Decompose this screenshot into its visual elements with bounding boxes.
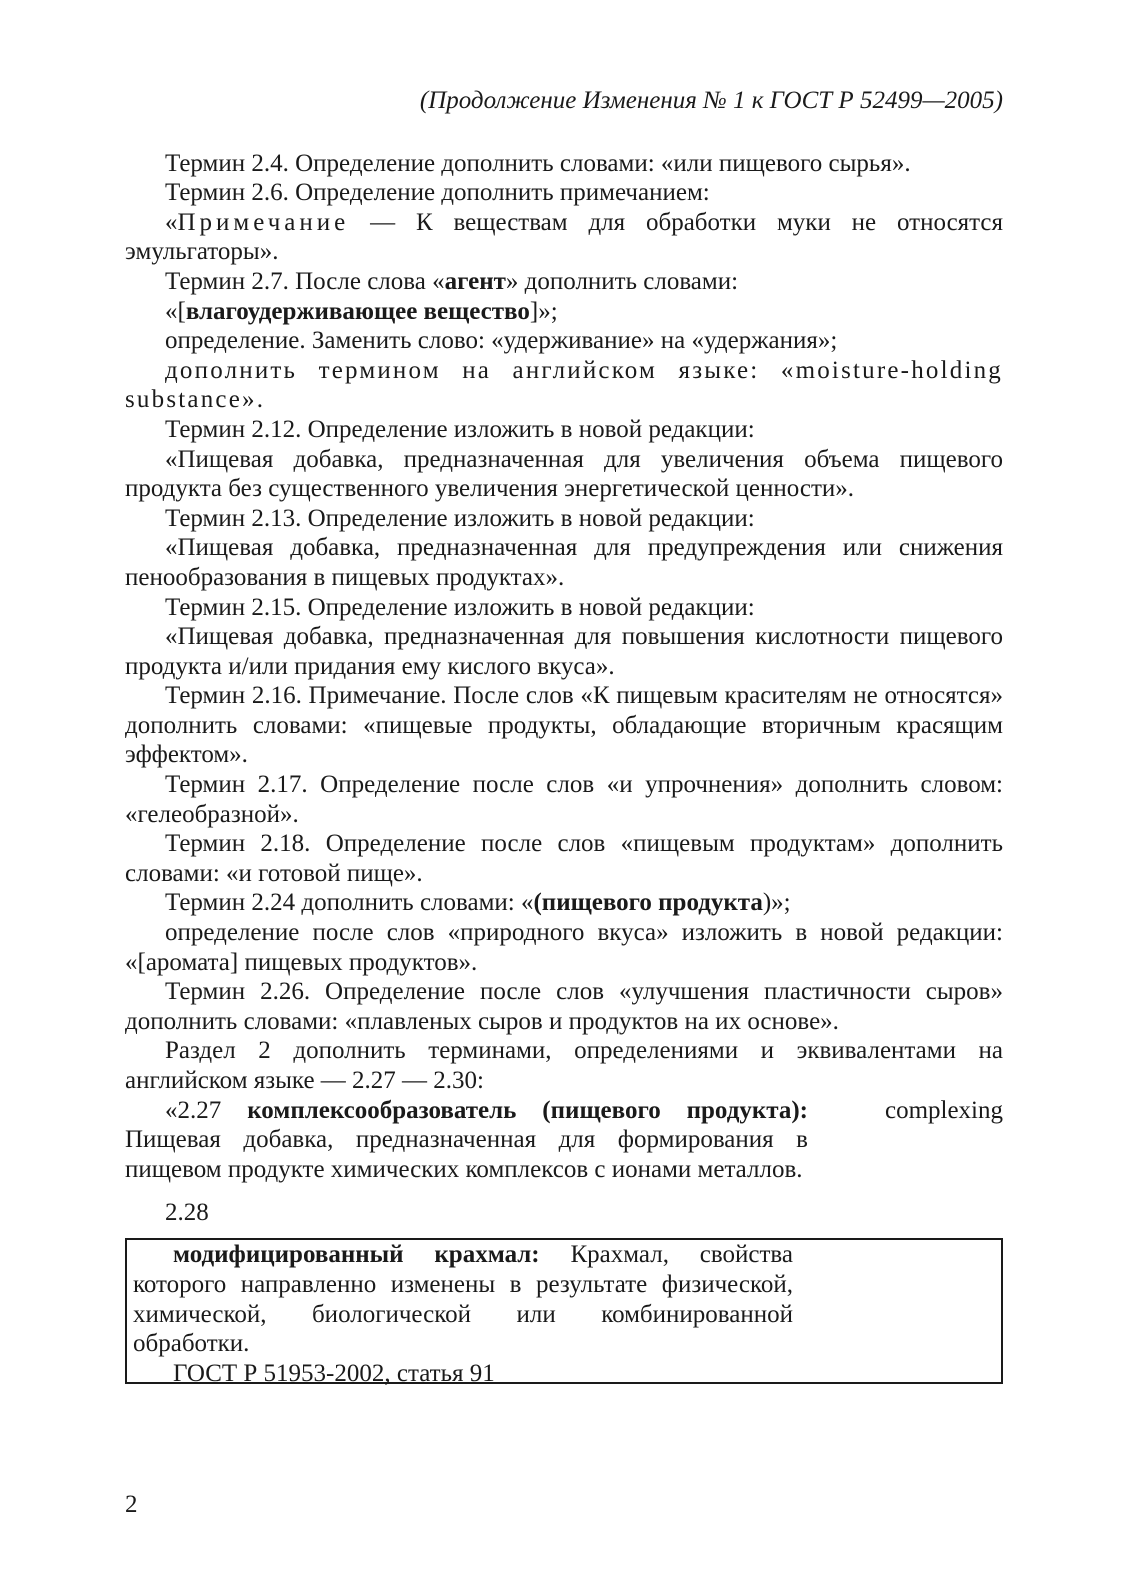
term-2-28-source: ГОСТ Р 51953-2002, статья 91: [173, 1359, 495, 1387]
term-bold: модифицированный крахмал:: [173, 1241, 540, 1269]
page-number: 2: [125, 1491, 138, 1518]
term-2-24-paragraph: Термин 2.24 дополнить словами: «(пищевого продукта)»;: [165, 889, 791, 917]
term-2-27-english: complexing: [884, 1096, 1003, 1124]
term-2-28-text: модифицированный крахмал: Крахмал, свойства которого направленно изменены в результате физической, химической, биологической или комбинированной обработки.: [133, 1241, 793, 1358]
term-2-18-paragraph: Термин 2.18. Определение после слов «пищевым продуктам» дополнить словами: «и готовой пище».: [125, 830, 1003, 887]
term-2-4-paragraph: Термин 2.4. Определение дополнить словами: «или пищевого сырья».: [165, 149, 911, 177]
term-bold: влагоудерживающее вещество: [185, 297, 530, 325]
term-2-6-note: «Примечание — К веществам для обработки муки не относятся эмульгаторы».: [125, 208, 1003, 266]
document-page: [125, 86, 1003, 1387]
term-2-17-paragraph: Термин 2.17. Определение после слов «и упрочнения» дополнить словом: «гелеобразной».: [125, 771, 1003, 828]
note-label: Примечание: [177, 208, 350, 236]
term-2-27-text: «2.27 комплексообразователь (пищевого продукта): Пищевая добавка, предназначенная для формирования в пищевом продукте химических комплексов с ионами металлов.: [125, 1096, 809, 1183]
term-2-7-addition: «[влагоудерживающее вещество]»;: [165, 297, 558, 325]
term-2-13-paragraph: Термин 2.13. Определение изложить в новой редакции:: [165, 504, 755, 532]
term-2-15-definition: «Пищевая добавка, предназначенная для повышения кислотности пищевого продукта и/или придания ему кислого вкуса».: [125, 623, 1003, 680]
term-2-7-paragraph: Термин 2.7. После слова «агент» дополнить словами:: [165, 267, 739, 295]
term-2-26-paragraph: Термин 2.26. Определение после слов «улучшения пластичности сыров» дополнить словами: «плавленых сыров и продуктов на их основе».: [125, 978, 1003, 1035]
term-2-24-definition: определение после слов «природного вкуса» изложить в новой редакции: «[аромата] пищевых продуктов».: [125, 919, 1003, 976]
term-2-7-definition: определение. Заменить слово: «удерживание» на «удержания»;: [165, 327, 838, 355]
term-2-13-definition: «Пищевая добавка, предназначенная для предупреждения или снижения пенообразования в пищевых продуктах».: [125, 534, 1003, 591]
term-2-27-block: [125, 1096, 1003, 1185]
term-2-12-definition: «Пищевая добавка, предназначенная для увеличения объема пищевого продукта без существенного увеличения энергетической ценности».: [125, 445, 1003, 503]
term-2-7-english: дополнить термином на английском языке: «moisture-holding substance».: [125, 356, 1003, 414]
term-2-16-paragraph: Термин 2.16. Примечание. После слов «К пищевым красителям не относятся» дополнить словами: «пищевые продукты, обладающие вторичным красящим эффектом».: [125, 682, 1003, 769]
term-2-12-paragraph: Термин 2.12. Определение изложить в новой редакции:: [165, 415, 755, 443]
section-2-paragraph: Раздел 2 дополнить терминами, определениями и эквивалентами на английском языке — 2.27 — 2.30:: [125, 1037, 1003, 1094]
term-bold: комплексообразователь (пищевого продукта):: [247, 1096, 809, 1124]
running-header: (Продолжение Изменения № 1 к ГОСТ Р 52499—2005): [419, 87, 1003, 114]
term-2-6-paragraph: Термин 2.6. Определение дополнить примечанием:: [165, 179, 710, 207]
term-bold: агент: [444, 267, 506, 295]
term-2-15-paragraph: Термин 2.15. Определение изложить в новой редакции:: [165, 593, 755, 621]
term-2-28-number: 2.28: [165, 1199, 209, 1227]
term-bold: (пищевого продукта: [533, 889, 763, 917]
term-2-28-box: [125, 1238, 1003, 1387]
